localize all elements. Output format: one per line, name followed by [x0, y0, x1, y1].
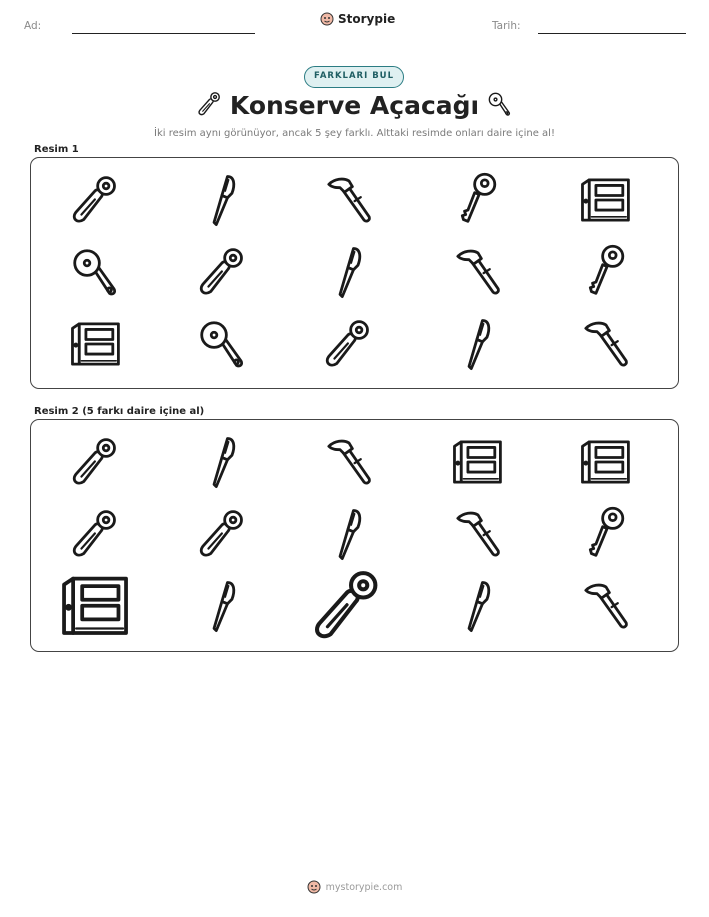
- name-line[interactable]: [72, 33, 255, 34]
- picture-cell[interactable]: [450, 578, 506, 634]
- picture-cell[interactable]: [68, 244, 124, 300]
- picture-cell[interactable]: [321, 244, 377, 300]
- picture-cell[interactable]: [321, 434, 377, 490]
- can-opener-icon: [68, 506, 124, 562]
- storypie-icon: [320, 12, 334, 26]
- storypie-icon: [307, 880, 321, 894]
- footer-site[interactable]: mystorypie.com: [325, 881, 403, 893]
- activity-badge: FARKLARI BUL: [304, 66, 404, 88]
- picture-cell[interactable]: [578, 578, 634, 634]
- can-opener-icon: [195, 244, 251, 300]
- picture-cell[interactable]: [58, 568, 134, 644]
- hammer-icon: [321, 172, 377, 228]
- page-title: Konserve Açacağı: [229, 91, 480, 120]
- date-label: Tarih:: [492, 20, 521, 32]
- picture2-panel: [30, 419, 679, 652]
- hammer-icon: [578, 578, 634, 634]
- picture-cell[interactable]: [578, 172, 634, 228]
- hammer-icon: [321, 434, 377, 490]
- picture-cell[interactable]: [578, 434, 634, 490]
- picture-cell[interactable]: [450, 434, 506, 490]
- picture-cell[interactable]: [321, 172, 377, 228]
- picture-cell[interactable]: [321, 316, 377, 372]
- knife-icon: [321, 506, 377, 562]
- cabinet-icon: [578, 434, 634, 490]
- picture-cell[interactable]: [195, 172, 251, 228]
- pizza-cutter-icon: [195, 316, 251, 372]
- picture-cell[interactable]: [195, 506, 251, 562]
- picture1-label: Resim 1: [34, 144, 79, 155]
- picture-cell[interactable]: [450, 244, 506, 300]
- picture-cell[interactable]: [68, 172, 124, 228]
- picture-cell[interactable]: [195, 578, 251, 634]
- instructions: İki resim aynı görünüyor, ancak 5 şey farklı. Alttaki resimde onları daire içine al!: [154, 128, 555, 139]
- knife-icon: [321, 244, 377, 300]
- knife-icon: [195, 172, 251, 228]
- pizza-cutter-icon: [68, 244, 124, 300]
- picture-cell[interactable]: [195, 244, 251, 300]
- cabinet-icon: [68, 316, 124, 372]
- can-opener-icon: [308, 565, 389, 646]
- cabinet-icon: [58, 568, 134, 644]
- knife-icon: [195, 434, 251, 490]
- cabinet-icon: [578, 172, 634, 228]
- brand-logo: [320, 12, 395, 26]
- footer: [0, 880, 709, 894]
- key-icon: [578, 506, 634, 562]
- name-label: Ad:: [24, 20, 42, 32]
- picture2-label: Resim 2 (5 farkı daire içine al): [34, 406, 205, 417]
- key-icon: [578, 244, 634, 300]
- picture-cell[interactable]: [450, 316, 506, 372]
- picture-cell[interactable]: [308, 565, 389, 646]
- knife-icon: [195, 578, 251, 634]
- hammer-icon: [578, 316, 634, 372]
- knife-icon: [450, 578, 506, 634]
- picture-cell[interactable]: [195, 316, 251, 372]
- picture-cell[interactable]: [578, 244, 634, 300]
- picture-cell[interactable]: [450, 172, 506, 228]
- knife-icon: [450, 316, 506, 372]
- pizza-cutter-icon: [486, 90, 514, 118]
- key-icon: [450, 172, 506, 228]
- cabinet-icon: [450, 434, 506, 490]
- can-opener-icon: [68, 172, 124, 228]
- hammer-icon: [450, 506, 506, 562]
- hammer-icon: [450, 244, 506, 300]
- can-opener-icon: [68, 434, 124, 490]
- picture-cell[interactable]: [68, 316, 124, 372]
- picture-cell[interactable]: [321, 506, 377, 562]
- picture-cell[interactable]: [578, 506, 634, 562]
- brand-name: Storypie: [338, 12, 396, 26]
- date-line[interactable]: [538, 33, 686, 34]
- can-opener-icon: [321, 316, 377, 372]
- picture-cell[interactable]: [450, 506, 506, 562]
- picture1-panel: [30, 157, 679, 389]
- picture-cell[interactable]: [68, 434, 124, 490]
- picture-cell[interactable]: [578, 316, 634, 372]
- picture-cell[interactable]: [195, 434, 251, 490]
- picture-cell[interactable]: [68, 506, 124, 562]
- can-opener-icon: [195, 506, 251, 562]
